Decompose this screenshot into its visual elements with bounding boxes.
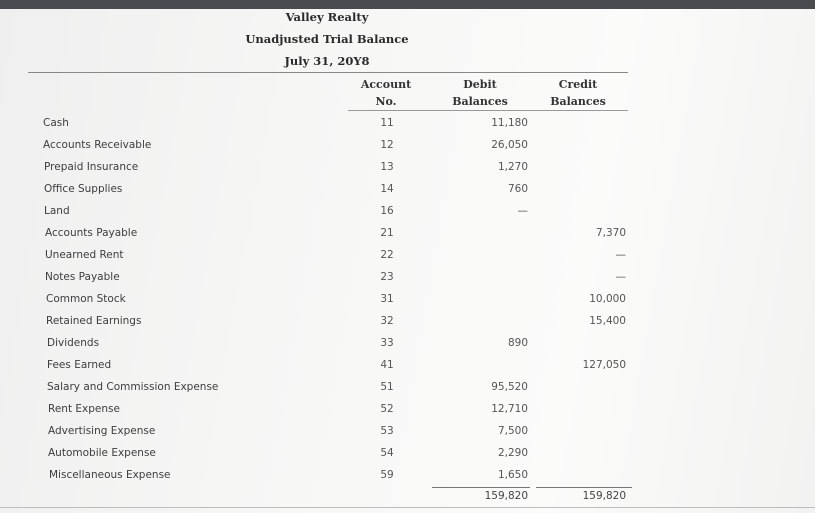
report-date: July 31, 20Y8 (284, 54, 370, 68)
account-number: 32 (380, 315, 394, 327)
account-name: Land (44, 205, 70, 217)
debit-balance: 1,650 (497, 469, 528, 481)
account-number: 54 (380, 447, 394, 459)
credit-total: 159,820 (582, 490, 626, 502)
report-title: Unadjusted Trial Balance (245, 32, 409, 46)
account-number: 53 (380, 425, 394, 437)
account-number: 12 (380, 139, 394, 151)
account-number: 11 (380, 117, 394, 129)
credit-balance: 15,400 (589, 315, 626, 327)
account-name: Common Stock (46, 293, 126, 305)
account-number: 33 (380, 337, 394, 349)
account-name: Rent Expense (48, 403, 120, 415)
account-name: Prepaid Insurance (44, 161, 139, 173)
debit-balance: 2,290 (497, 447, 528, 459)
company-name: Valley Realty (285, 10, 369, 24)
account-number: 13 (380, 161, 394, 173)
credit-balance: — (615, 271, 626, 283)
debit-balance: — (517, 205, 528, 217)
debit-balance: 12,710 (491, 403, 528, 415)
debit-balance: 760 (507, 183, 528, 195)
account-number: 23 (380, 271, 394, 283)
account-name: Miscellaneous Expense (49, 469, 171, 481)
table-row (0, 249, 815, 271)
credit-balance: — (615, 249, 626, 261)
account-name: Salary and Commission Expense (47, 381, 219, 393)
account-name: Accounts Receivable (43, 139, 152, 151)
table-row (0, 139, 815, 161)
account-number: 22 (380, 249, 394, 261)
debit-balance: 26,050 (491, 139, 528, 151)
table-row (0, 469, 815, 491)
table-row (0, 271, 815, 293)
debit-balance: 11,180 (491, 117, 528, 129)
table-row (0, 205, 815, 227)
table-row (0, 337, 815, 359)
credit-balance: 127,050 (582, 359, 626, 371)
debit-balance: 890 (507, 337, 528, 349)
account-number: 59 (380, 469, 394, 481)
account-number: 14 (380, 183, 394, 195)
debit-total: 159,820 (484, 490, 528, 502)
table-row (0, 359, 815, 381)
account-number: 31 (380, 293, 394, 305)
account-number: 41 (380, 359, 394, 371)
footer-rule (0, 507, 815, 508)
column-header-rule (348, 110, 628, 111)
table-row (0, 381, 815, 403)
account-number: 16 (380, 205, 394, 217)
debit-column-header: Debit Balances (452, 78, 508, 108)
monitor-bezel-top (0, 0, 815, 9)
credit-balance: 10,000 (589, 293, 626, 305)
account-name: Unearned Rent (45, 249, 124, 261)
table-row (0, 117, 815, 139)
account-no-column-header: Account No. (360, 78, 412, 108)
trial-balance-page (0, 9, 815, 513)
header-rule (28, 72, 628, 73)
credit-total-rule (536, 487, 632, 488)
debit-balance: 95,520 (491, 381, 528, 393)
account-number: 52 (380, 403, 394, 415)
table-row (0, 161, 815, 183)
debit-total-rule (432, 487, 530, 488)
debit-balance: 7,500 (497, 425, 528, 437)
credit-balance: 7,370 (595, 227, 626, 239)
table-row (0, 315, 815, 337)
account-number: 51 (380, 381, 394, 393)
account-name: Accounts Payable (45, 227, 138, 239)
account-name: Advertising Expense (48, 425, 156, 437)
account-name: Automobile Expense (48, 447, 156, 459)
account-number: 21 (380, 227, 394, 239)
table-row (0, 183, 815, 205)
account-name: Cash (43, 117, 69, 129)
account-name: Fees Earned (47, 359, 112, 371)
table-row (0, 403, 815, 425)
account-name: Office Supplies (44, 183, 123, 195)
account-name: Notes Payable (45, 271, 120, 283)
account-name: Dividends (47, 337, 100, 349)
account-name: Retained Earnings (46, 315, 142, 327)
table-row (0, 227, 815, 249)
credit-column-header: Credit Balances (550, 78, 606, 108)
table-row (0, 447, 815, 469)
debit-balance: 1,270 (497, 161, 528, 173)
table-row (0, 425, 815, 447)
table-row (0, 293, 815, 315)
